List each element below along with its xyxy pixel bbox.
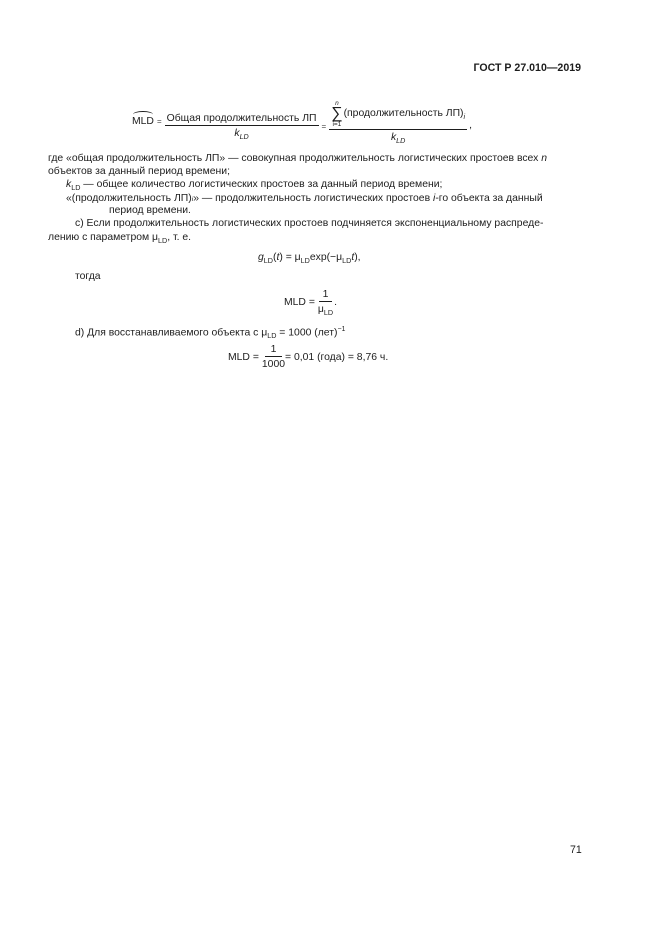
equals-sign-2: = [321, 121, 327, 131]
document-header: ГОСТ Р 27.010—2019 [473, 62, 581, 74]
item-d-line: d) Для восстанавливаемого объекта с $\mu_{LD} = 1000$ (лет)$^{-1}$ [75, 326, 346, 341]
page-number: 71 [570, 844, 582, 856]
formula-density: $g_{LD}(t) = \mu_{LD}\exp(-\mu_{LD}t)$, [258, 252, 361, 265]
formula-mld-mu: MLD = $\frac{1}{\mu_{LD}}$ . [284, 289, 337, 317]
where-line-2: объектов за данный период времени; [48, 166, 230, 177]
then-word: тогда [75, 271, 101, 282]
duration-definition: «(продолжительность ЛП)i» — продолжительность логистических простоев i-го объекта за данный [66, 193, 543, 204]
fraction-denominator: $k_{LD}$ [234, 128, 249, 141]
item-c-line-1: c) Если продолжительность логистических простоев подчиняется экспоненциальному распреде- [75, 218, 544, 229]
formula-end-comma: , [469, 119, 472, 131]
fraction-sum-denominator: $k_{LD}$ [390, 131, 406, 145]
k-definition: $k_{LD}$ — общее количество логистических простоев за данный период времени; [66, 179, 443, 192]
formula-lhs: MLD [132, 115, 154, 127]
formula-mld-result: MLD = $\frac{1}{1000}$ = 0,01 (года) = 8,76 ч. [228, 344, 389, 370]
fraction-numerator: Общая продолжительность ЛП [166, 113, 317, 124]
equals-sign: = [156, 116, 162, 126]
fraction-one-over-mu: $\frac{1}{\mu_{LD}}$ [317, 289, 334, 317]
sum-symbol: n ∑ i=1 [331, 99, 343, 128]
item-c-line-2: лению с параметром $\mu_{LD}$, т. е. [48, 232, 192, 245]
fraction-total [165, 113, 319, 139]
fraction-sum-numerator: n ∑ i=1 (продолжительность ЛП) i [331, 99, 466, 128]
where-line-1: где «общая продолжительность ЛП» — совокупная продолжительность логистических простоев всех n [48, 153, 547, 164]
fraction-one-over-1000: $\frac{1}{1000}$ [261, 344, 286, 370]
formula-mld-definition [132, 98, 472, 144]
duration-definition-line-2: период времени. [109, 205, 191, 216]
fraction-sum [329, 100, 467, 143]
